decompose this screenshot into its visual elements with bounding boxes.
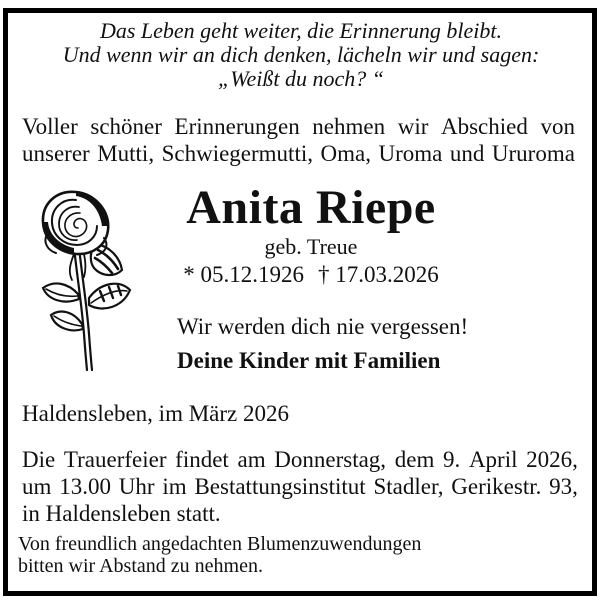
flower-request-line: Von freundlich angedachten Blumenzuwendungen <box>18 533 422 555</box>
maiden-name: geb. Treue <box>264 234 358 259</box>
deceased-block <box>150 182 472 287</box>
epigraph-line: „Weißt du noch? “ <box>217 66 385 91</box>
farewell-paragraph <box>22 113 575 167</box>
farewell-line: unserer Mutti, Schwiegermutti, Oma, Uroma und Ururoma <box>22 141 575 166</box>
epigraph-line: Und wenn wir an dich denken, lächeln wir und sagen: <box>62 42 540 67</box>
epigraph-line: Das Leben geht weiter, die Erinnerung bleibt. <box>99 18 503 43</box>
birth-date: * 05.12.1926 <box>183 262 304 287</box>
flower-request <box>18 533 421 577</box>
place-date-line: Haldensleben, im März 2026 <box>22 401 289 426</box>
service-line: in Haldensleben statt. <box>22 501 221 526</box>
life-dates <box>150 263 472 287</box>
epigraph <box>8 19 594 91</box>
death-date: † 17.03.2026 <box>318 262 439 287</box>
rose-icon <box>34 184 138 372</box>
service-line: um 13.00 Uhr im Bestattungsinstitut Stadler, Gerikestr. 93, <box>22 474 578 499</box>
mourners-line: Deine Kinder mit Familien <box>177 348 441 373</box>
service-paragraph <box>22 446 578 527</box>
farewell-line: Voller schöner Erinnerungen nehmen wir Abschied von <box>22 114 575 139</box>
deceased-name: Anita Riepe <box>186 181 436 234</box>
flower-request-line: bitten wir Abstand zu nehmen. <box>18 555 263 577</box>
remembrance-line: Wir werden dich nie vergessen! <box>177 314 469 339</box>
service-line: Die Trauerfeier findet am Donnerstag, dem 9. April 2026, <box>22 447 578 472</box>
